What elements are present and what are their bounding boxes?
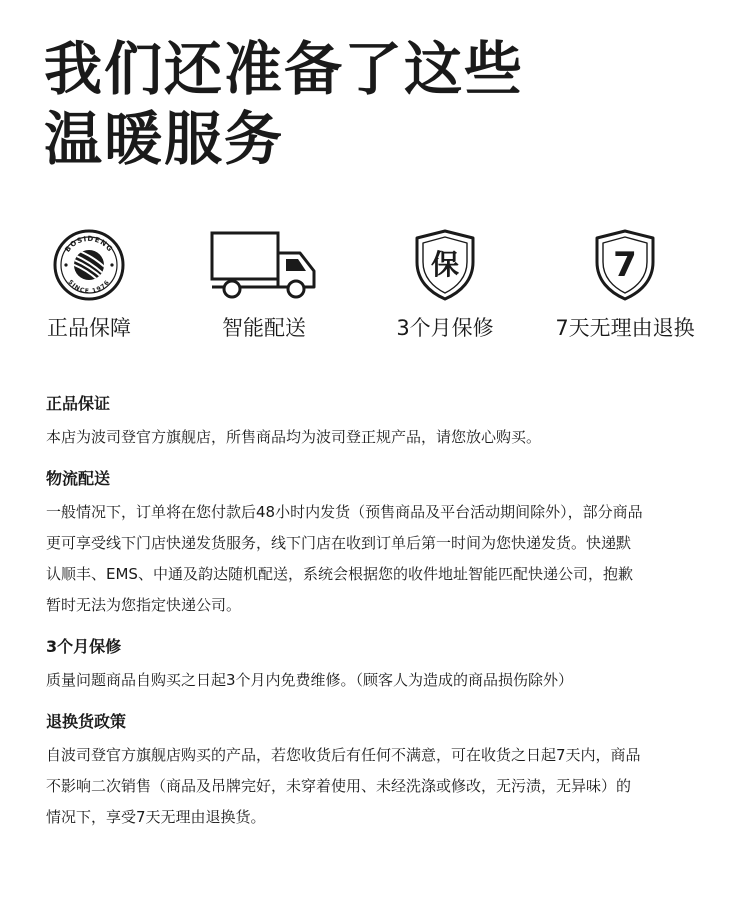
section-line: 情况下，享受7天无理由退换货。 <box>46 808 266 826</box>
section-line: 暂时无法为您指定快递公司。 <box>46 596 242 614</box>
section-title: 3个月保修 <box>46 637 122 656</box>
seven-day-shield-icon <box>593 228 657 302</box>
feature-authentic <box>4 226 174 342</box>
service-features <box>0 226 750 346</box>
section-line: 本店为波司登官方旗舰店，所售商品均为波司登正规产品，请您放心购买。 <box>46 428 542 446</box>
svg-text:SINCE 1976 <box>67 279 112 295</box>
headline <box>44 34 524 174</box>
section-return-policy <box>46 710 706 833</box>
seal-bottom-text: SINCE 1976 <box>66 278 112 296</box>
shield-glyph: 保 <box>430 248 460 281</box>
shield-glyph: 7 <box>613 245 637 285</box>
feature-delivery <box>179 226 349 342</box>
section-logistics <box>46 467 706 621</box>
feature-label: 智能配送 <box>222 316 306 340</box>
feature-label: 正品保障 <box>47 316 131 340</box>
section-line: 更可享受线下门店快递发货服务，线下门店在收到订单后第一时间为您快递发货。快递默 <box>46 534 632 552</box>
bosideng-seal-icon <box>52 228 126 302</box>
section-body <box>46 665 706 696</box>
section-line: 认顺丰、EMS、中通及韵达随机配送，系统会根据您的收件地址智能匹配快递公司，抱歉 <box>46 565 633 583</box>
service-details <box>46 392 706 847</box>
section-title: 正品保证 <box>46 394 111 413</box>
section-line: 不影响二次销售（商品及吊牌完好，未穿着使用、未经洗涤或修改，无污渍，无异味）的 <box>46 777 632 795</box>
warranty-shield-icon <box>413 228 477 302</box>
section-warranty <box>46 635 706 696</box>
section-line: 质量问题商品自购买之日起3个月内免费维修。（顾客人为造成的商品损伤除外） <box>46 671 574 689</box>
feature-label: 7天无理由退换 <box>555 316 695 340</box>
feature-label: 3个月保修 <box>396 316 494 340</box>
feature-seven-day-return <box>540 226 710 342</box>
section-line: 自波司登官方旗舰店购买的产品，若您收货后有任何不满意，可在收货之日起7天内，商品 <box>46 746 641 764</box>
section-body <box>46 740 706 833</box>
section-body <box>46 422 706 453</box>
feature-warranty <box>360 226 530 342</box>
section-line: 一般情况下，订单将在您付款后48小时内发货（预售商品及平台活动期间除外），部分商品 <box>46 503 643 521</box>
delivery-truck-icon <box>210 231 318 299</box>
seal-top-text: BOSIDENG <box>63 234 115 254</box>
headline-line-1: 我们还准备了这些 <box>44 35 525 103</box>
section-body <box>46 497 706 621</box>
section-title: 退换货政策 <box>46 712 127 731</box>
section-title: 物流配送 <box>46 469 111 488</box>
section-authentic <box>46 392 706 453</box>
headline-line-2: 温暖服务 <box>44 105 285 173</box>
